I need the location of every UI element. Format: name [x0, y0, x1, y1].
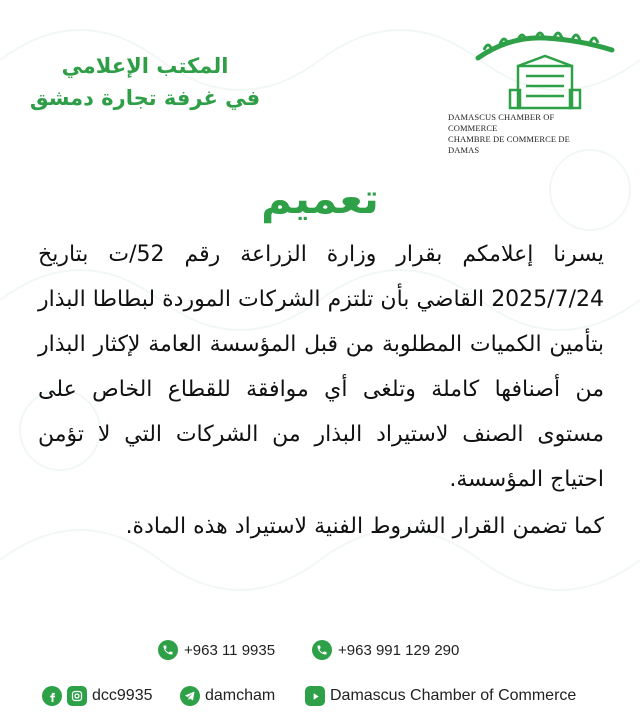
social-handle-dcc: dcc9935 [92, 687, 153, 704]
youtube-icon [305, 686, 325, 706]
phone-icon [312, 640, 332, 660]
instagram-icon [67, 686, 87, 706]
facebook-instagram-link[interactable] [42, 686, 153, 706]
youtube-channel-name: Damascus Chamber of Commerce [330, 687, 577, 704]
media-office-heading [20, 50, 270, 114]
contact-row [0, 640, 640, 666]
circular-body [38, 232, 604, 549]
logo-caption [448, 112, 598, 156]
telegram-icon [180, 686, 200, 706]
phone-number-2: +963 991 129 290 [338, 641, 460, 659]
logo-caption-en: DAMASCUS CHAMBER OF COMMERCE [448, 112, 555, 133]
social-row [0, 686, 640, 712]
body-paragraph-2: كما تضمن القرار الشروط الفنية لاستيراد هذه المادة. [125, 514, 604, 539]
phone-number-1: +963 11 9935 [184, 641, 276, 659]
facebook-icon [42, 686, 62, 706]
page-title: تعميم [261, 174, 379, 223]
social-handle-telegram: damcham [205, 687, 276, 704]
phone-contact-1[interactable] [158, 640, 275, 660]
logo-caption-fr: CHAMBRE DE COMMERCE DE DAMAS [448, 134, 570, 155]
telegram-link[interactable] [180, 686, 275, 706]
office-line-2: في غرفة تجارة دمشق [29, 86, 261, 110]
youtube-link[interactable] [305, 686, 576, 706]
phone-icon [158, 640, 178, 660]
body-paragraph-1: يسرنا إعلامكم بقرار وزارة الزراعة رقم 52/ت بتاريخ 2025/7/24 القاضي بأن تلتزم الشركات الموردة لبطاطا البذار بتأمين الكميات المطلوبة من قبل المؤسسة العامة لإكثار البذار من أصنافها كاملة وتلغى أي موافقة للقطاع الخاص على مستوى الصنف لاستيراد البذار من الشركات التي لا تؤمن احتياج المؤسسة. [38, 242, 605, 492]
office-line-1: المكتب الإعلامي [61, 54, 229, 78]
phone-contact-2[interactable] [312, 640, 459, 660]
